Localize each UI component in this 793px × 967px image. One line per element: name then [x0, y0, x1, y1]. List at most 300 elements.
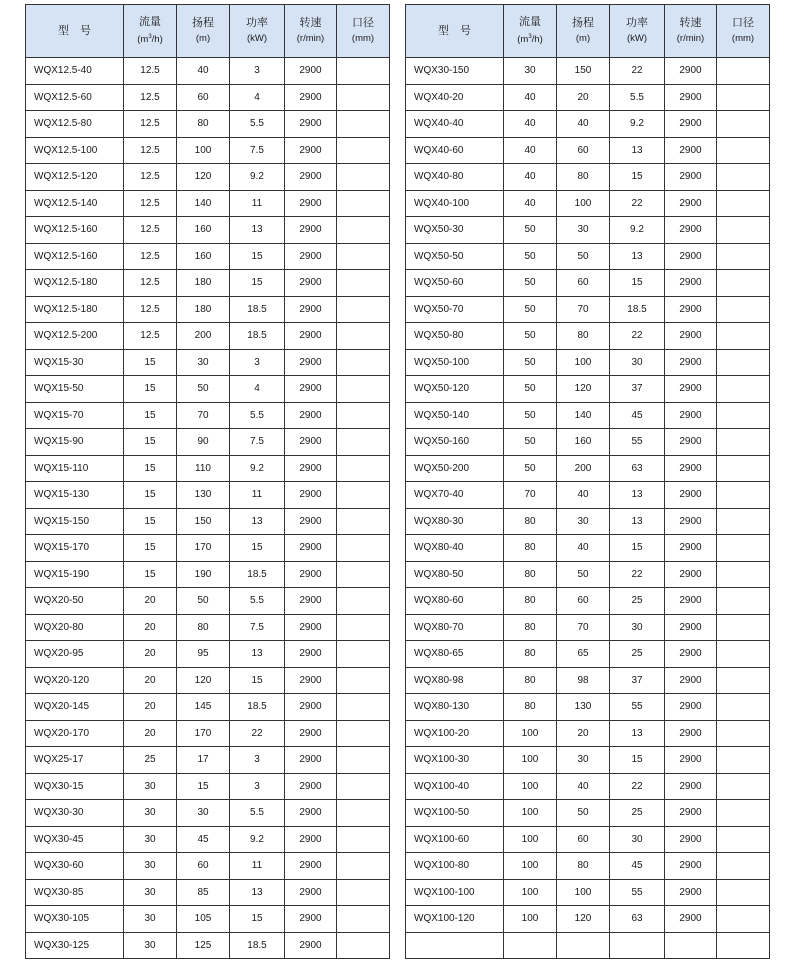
speed-cell: 2900: [665, 84, 717, 111]
speed-cell: 2900: [285, 535, 337, 562]
flow-cell: 20: [124, 720, 177, 747]
table-row: [406, 588, 770, 615]
speed-cell: 2900: [665, 323, 717, 350]
table-row: [406, 111, 770, 138]
speed-cell: 2900: [665, 747, 717, 774]
head-cell: 120: [177, 164, 230, 191]
table-row: [26, 853, 390, 880]
diameter-cell: [337, 455, 390, 482]
table-row: [26, 588, 390, 615]
model-cell: WQX50-160: [406, 429, 504, 456]
model-cell: WQX20-145: [26, 694, 124, 721]
flow-cell: 100: [504, 747, 557, 774]
power-cell: 13: [610, 137, 665, 164]
flow-cell: 100: [504, 879, 557, 906]
power-cell: 25: [610, 800, 665, 827]
power-cell: 18.5: [230, 296, 285, 323]
diameter-cell: [717, 932, 770, 959]
flow-cell: 15: [124, 376, 177, 403]
table-row: [26, 508, 390, 535]
table-row: [26, 932, 390, 959]
diameter-cell: [717, 84, 770, 111]
speed-cell: 2900: [285, 641, 337, 668]
speed-cell: 2900: [665, 535, 717, 562]
table-row: [406, 482, 770, 509]
power-cell: 4: [230, 84, 285, 111]
diameter-cell: [717, 853, 770, 880]
flow-cell: 12.5: [124, 84, 177, 111]
head-cell: 100: [557, 349, 610, 376]
table-row: [406, 190, 770, 217]
head-cell: 30: [557, 217, 610, 244]
table-row: [26, 270, 390, 297]
power-cell: 55: [610, 694, 665, 721]
speed-cell: 2900: [285, 111, 337, 138]
power-cell: 5.5: [230, 588, 285, 615]
model-cell: WQX15-50: [26, 376, 124, 403]
table-header-row: [26, 5, 390, 58]
speed-cell: 2900: [285, 694, 337, 721]
speed-cell: 2900: [285, 800, 337, 827]
model-cell: WQX20-170: [26, 720, 124, 747]
power-cell: 37: [610, 376, 665, 403]
flow-cell: 40: [504, 190, 557, 217]
table-row: [26, 535, 390, 562]
head-cell: 30: [177, 800, 230, 827]
head-cell: 30: [557, 747, 610, 774]
diameter-cell: [717, 429, 770, 456]
model-cell: WQX80-60: [406, 588, 504, 615]
table-row: [406, 137, 770, 164]
power-cell: 7.5: [230, 614, 285, 641]
model-cell: WQX40-80: [406, 164, 504, 191]
power-cell: 13: [610, 243, 665, 270]
table-row: [406, 614, 770, 641]
head-cell: 60: [557, 137, 610, 164]
head-cell: 60: [557, 270, 610, 297]
model-cell: WQX25-17: [26, 747, 124, 774]
speed-cell: 2900: [665, 217, 717, 244]
table-row: [406, 747, 770, 774]
speed-cell: 2900: [665, 190, 717, 217]
model-cell: WQX15-110: [26, 455, 124, 482]
model-cell: [406, 932, 504, 959]
power-cell: 15: [610, 164, 665, 191]
flow-cell: 50: [504, 376, 557, 403]
head-cell: 95: [177, 641, 230, 668]
model-cell: WQX15-190: [26, 561, 124, 588]
diameter-cell: [337, 429, 390, 456]
table-row: [26, 906, 390, 933]
speed-cell: 2900: [665, 402, 717, 429]
power-cell: 37: [610, 667, 665, 694]
model-cell: WQX30-150: [406, 58, 504, 85]
pump-spec-table-left: [25, 4, 390, 959]
diameter-cell: [717, 508, 770, 535]
head-cell: 30: [177, 349, 230, 376]
head-cell: 145: [177, 694, 230, 721]
flow-cell: 15: [124, 482, 177, 509]
table-row: [26, 614, 390, 641]
head-cell: 190: [177, 561, 230, 588]
head-cell: 17: [177, 747, 230, 774]
table-row: [26, 349, 390, 376]
table-row: [26, 376, 390, 403]
model-cell: WQX40-40: [406, 111, 504, 138]
flow-cell: [504, 932, 557, 959]
diameter-cell: [717, 58, 770, 85]
table-row: [26, 84, 390, 111]
speed-cell: 2900: [665, 164, 717, 191]
flow-cell: 12.5: [124, 217, 177, 244]
table-row: [406, 561, 770, 588]
head-cell: 70: [557, 296, 610, 323]
model-cell: WQX15-170: [26, 535, 124, 562]
speed-cell: 2900: [665, 58, 717, 85]
diameter-cell: [717, 773, 770, 800]
power-cell: 63: [610, 455, 665, 482]
table-row: [406, 84, 770, 111]
model-cell: WQX50-30: [406, 217, 504, 244]
flow-cell: 40: [504, 164, 557, 191]
table-row: [26, 879, 390, 906]
head-cell: 90: [177, 429, 230, 456]
diameter-cell: [717, 111, 770, 138]
model-cell: WQX12.5-160: [26, 243, 124, 270]
speed-cell: 2900: [665, 773, 717, 800]
head-cell: 170: [177, 535, 230, 562]
head-cell: 100: [177, 137, 230, 164]
power-cell: 5.5: [230, 800, 285, 827]
table-row: [406, 641, 770, 668]
flow-cell: 15: [124, 508, 177, 535]
model-cell: WQX30-60: [26, 853, 124, 880]
head-cell: 65: [557, 641, 610, 668]
diameter-cell: [337, 720, 390, 747]
speed-cell: 2900: [665, 508, 717, 535]
model-cell: WQX50-120: [406, 376, 504, 403]
flow-cell: 40: [504, 111, 557, 138]
power-cell: 15: [230, 535, 285, 562]
head-cell: 50: [557, 561, 610, 588]
flow-cell: 70: [504, 482, 557, 509]
header-head: 扬程 (m): [177, 5, 230, 58]
diameter-cell: [337, 588, 390, 615]
diameter-cell: [337, 535, 390, 562]
speed-cell: 2900: [285, 376, 337, 403]
model-cell: WQX30-85: [26, 879, 124, 906]
diameter-cell: [337, 826, 390, 853]
diameter-cell: [337, 217, 390, 244]
power-cell: 30: [610, 826, 665, 853]
table-row: [406, 508, 770, 535]
table-row: [406, 402, 770, 429]
power-cell: 55: [610, 429, 665, 456]
flow-cell: 30: [124, 800, 177, 827]
diameter-cell: [337, 932, 390, 959]
speed-cell: 2900: [665, 482, 717, 509]
flow-cell: 80: [504, 508, 557, 535]
model-cell: WQX50-80: [406, 323, 504, 350]
head-cell: 60: [557, 826, 610, 853]
model-cell: WQX12.5-80: [26, 111, 124, 138]
model-cell: WQX12.5-160: [26, 217, 124, 244]
diameter-cell: [337, 879, 390, 906]
speed-cell: 2900: [665, 455, 717, 482]
flow-cell: 15: [124, 429, 177, 456]
diameter-cell: [717, 164, 770, 191]
flow-cell: 15: [124, 535, 177, 562]
diameter-cell: [717, 482, 770, 509]
flow-cell: 80: [504, 694, 557, 721]
power-cell: 3: [230, 349, 285, 376]
power-cell: 9.2: [230, 455, 285, 482]
model-cell: WQX40-20: [406, 84, 504, 111]
power-cell: 63: [610, 906, 665, 933]
power-cell: 11: [230, 482, 285, 509]
table-row: [406, 217, 770, 244]
table-row: [406, 535, 770, 562]
power-cell: 15: [610, 535, 665, 562]
diameter-cell: [337, 853, 390, 880]
speed-cell: 2900: [665, 429, 717, 456]
model-cell: WQX100-100: [406, 879, 504, 906]
flow-cell: 30: [504, 58, 557, 85]
diameter-cell: [717, 641, 770, 668]
flow-cell: 15: [124, 455, 177, 482]
power-cell: 13: [230, 217, 285, 244]
head-cell: 125: [177, 932, 230, 959]
speed-cell: 2900: [285, 137, 337, 164]
power-cell: 9.2: [230, 164, 285, 191]
header-diameter: 口径 (mm): [337, 5, 390, 58]
table-header-row: [406, 5, 770, 58]
table-row: [406, 323, 770, 350]
table-row: [26, 402, 390, 429]
power-cell: 3: [230, 773, 285, 800]
diameter-cell: [337, 111, 390, 138]
speed-cell: 2900: [285, 932, 337, 959]
power-cell: 4: [230, 376, 285, 403]
model-cell: WQX40-100: [406, 190, 504, 217]
diameter-cell: [717, 694, 770, 721]
power-cell: 11: [230, 853, 285, 880]
model-cell: WQX50-50: [406, 243, 504, 270]
diameter-cell: [717, 614, 770, 641]
table-row: [26, 217, 390, 244]
head-cell: 50: [557, 243, 610, 270]
table-row: [26, 720, 390, 747]
flow-cell: 50: [504, 402, 557, 429]
table-row: [406, 879, 770, 906]
speed-cell: 2900: [285, 853, 337, 880]
diameter-cell: [337, 376, 390, 403]
speed-cell: [665, 932, 717, 959]
model-cell: WQX12.5-120: [26, 164, 124, 191]
speed-cell: 2900: [285, 402, 337, 429]
speed-cell: 2900: [285, 217, 337, 244]
diameter-cell: [337, 747, 390, 774]
table-row: [26, 111, 390, 138]
power-cell: 7.5: [230, 429, 285, 456]
table-row: [26, 455, 390, 482]
header-flow: 流量 $(m^3/h)$: [124, 5, 177, 58]
flow-cell: 20: [124, 667, 177, 694]
speed-cell: 2900: [285, 190, 337, 217]
head-cell: 120: [557, 906, 610, 933]
model-cell: WQX15-150: [26, 508, 124, 535]
table-row: [406, 906, 770, 933]
power-cell: 15: [230, 270, 285, 297]
table-row: [26, 190, 390, 217]
head-cell: 180: [177, 296, 230, 323]
speed-cell: 2900: [665, 376, 717, 403]
power-cell: 13: [230, 879, 285, 906]
pump-spec-table-right: [405, 4, 770, 959]
power-cell: 18.5: [230, 694, 285, 721]
flow-cell: 80: [504, 641, 557, 668]
head-cell: 200: [177, 323, 230, 350]
flow-cell: 50: [504, 429, 557, 456]
speed-cell: 2900: [285, 508, 337, 535]
flow-cell: 12.5: [124, 270, 177, 297]
speed-cell: 2900: [285, 482, 337, 509]
flow-cell: 12.5: [124, 190, 177, 217]
header-model: 型 号: [406, 5, 504, 58]
head-cell: 98: [557, 667, 610, 694]
diameter-cell: [717, 296, 770, 323]
flow-cell: 30: [124, 879, 177, 906]
flow-cell: 80: [504, 667, 557, 694]
head-cell: 130: [557, 694, 610, 721]
power-cell: 5.5: [230, 402, 285, 429]
model-cell: WQX30-105: [26, 906, 124, 933]
head-cell: 60: [557, 588, 610, 615]
diameter-cell: [717, 217, 770, 244]
power-cell: 18.5: [610, 296, 665, 323]
speed-cell: 2900: [665, 614, 717, 641]
speed-cell: 2900: [285, 667, 337, 694]
power-cell: 15: [230, 667, 285, 694]
head-cell: 40: [557, 535, 610, 562]
power-cell: 3: [230, 58, 285, 85]
table-row: [406, 667, 770, 694]
flow-cell: 100: [504, 853, 557, 880]
head-cell: 120: [177, 667, 230, 694]
table-row: [26, 641, 390, 668]
head-cell: 20: [557, 84, 610, 111]
head-cell: 40: [557, 111, 610, 138]
header-model: 型 号: [26, 5, 124, 58]
header-diameter: 口径 (mm): [717, 5, 770, 58]
flow-cell: 25: [124, 747, 177, 774]
head-cell: 160: [557, 429, 610, 456]
model-cell: WQX100-20: [406, 720, 504, 747]
model-cell: WQX15-90: [26, 429, 124, 456]
diameter-cell: [717, 535, 770, 562]
flow-cell: 30: [124, 826, 177, 853]
speed-cell: 2900: [665, 111, 717, 138]
table-row: [406, 932, 770, 959]
diameter-cell: [337, 641, 390, 668]
diameter-cell: [337, 270, 390, 297]
speed-cell: 2900: [285, 455, 337, 482]
table-row: [26, 667, 390, 694]
speed-cell: 2900: [285, 243, 337, 270]
model-cell: WQX15-70: [26, 402, 124, 429]
model-cell: WQX80-65: [406, 641, 504, 668]
head-cell: 180: [177, 270, 230, 297]
table-row: [406, 429, 770, 456]
head-cell: 130: [177, 482, 230, 509]
head-cell: 50: [557, 800, 610, 827]
diameter-cell: [717, 561, 770, 588]
diameter-cell: [717, 720, 770, 747]
flow-cell: 100: [504, 826, 557, 853]
table-row: [26, 747, 390, 774]
header-head: 扬程 (m): [557, 5, 610, 58]
header-flow-unit: $(m^3/h)$: [137, 34, 163, 45]
head-cell: 160: [177, 243, 230, 270]
power-cell: 11: [230, 190, 285, 217]
head-cell: 140: [557, 402, 610, 429]
head-cell: 40: [557, 773, 610, 800]
model-cell: WQX20-95: [26, 641, 124, 668]
speed-cell: 2900: [665, 720, 717, 747]
power-cell: 22: [610, 190, 665, 217]
header-power: 功率 (kW): [610, 5, 665, 58]
flow-cell: 80: [504, 561, 557, 588]
model-cell: WQX15-130: [26, 482, 124, 509]
power-cell: 22: [230, 720, 285, 747]
flow-cell: 80: [504, 535, 557, 562]
power-cell: 15: [610, 270, 665, 297]
flow-cell: 100: [504, 800, 557, 827]
model-cell: WQX50-200: [406, 455, 504, 482]
flow-cell: 50: [504, 296, 557, 323]
header-flow-unit: $(m^3/h)$: [517, 34, 543, 45]
flow-cell: 80: [504, 614, 557, 641]
power-cell: 15: [610, 747, 665, 774]
model-cell: WQX50-70: [406, 296, 504, 323]
power-cell: 5.5: [610, 84, 665, 111]
flow-cell: 100: [504, 773, 557, 800]
table-row: [26, 826, 390, 853]
table-row: [406, 270, 770, 297]
head-cell: 70: [177, 402, 230, 429]
head-cell: 50: [177, 376, 230, 403]
model-cell: WQX12.5-180: [26, 270, 124, 297]
diameter-cell: [717, 667, 770, 694]
diameter-cell: [337, 508, 390, 535]
model-cell: WQX80-130: [406, 694, 504, 721]
speed-cell: 2900: [285, 826, 337, 853]
head-cell: 15: [177, 773, 230, 800]
flow-cell: 12.5: [124, 243, 177, 270]
flow-cell: 50: [504, 323, 557, 350]
diameter-cell: [717, 137, 770, 164]
speed-cell: 2900: [665, 270, 717, 297]
head-cell: 60: [177, 84, 230, 111]
flow-cell: 50: [504, 349, 557, 376]
diameter-cell: [337, 800, 390, 827]
power-cell: 18.5: [230, 561, 285, 588]
power-cell: 13: [610, 482, 665, 509]
table-row: [406, 773, 770, 800]
flow-cell: 20: [124, 641, 177, 668]
power-cell: 22: [610, 561, 665, 588]
power-cell: 45: [610, 853, 665, 880]
